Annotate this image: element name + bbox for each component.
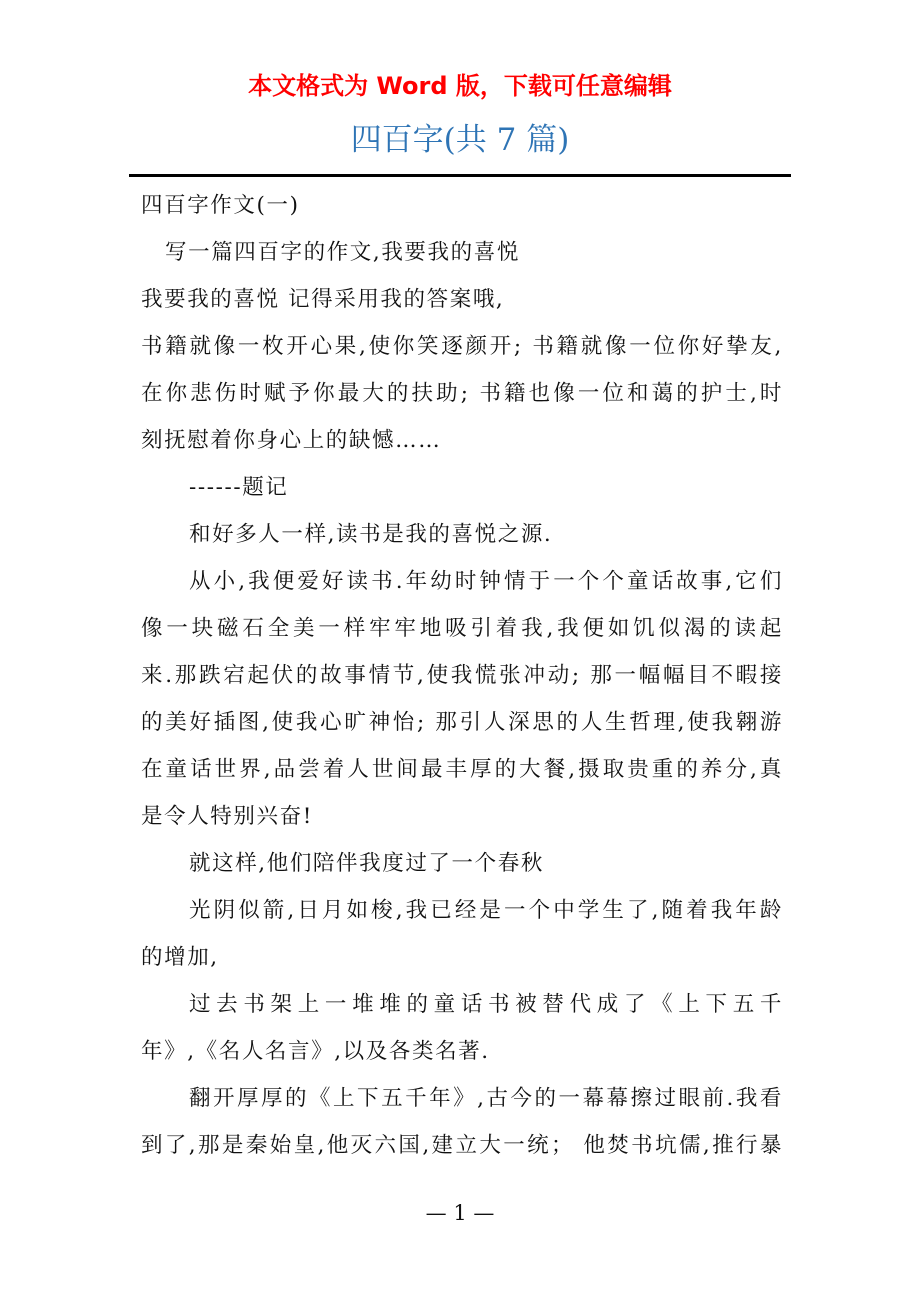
body-text-line: 是令人特别兴奋! xyxy=(141,804,313,829)
body-text-line: 书籍就像一枚开心果,使你笑逐颜开; 书籍就像一位你好挚友, xyxy=(141,334,783,359)
body-text-line: 像一块磁石全美一样牢牢地吸引着我,我便如饥似渴的读起 xyxy=(141,616,783,641)
body-text-line: 就这样,他们陪伴我度过了一个春秋 xyxy=(189,851,544,876)
page-number: — 1 — xyxy=(425,1201,495,1225)
body-text-line: 在童话世界,品尝着人世间最丰厚的大餐,摄取贵重的养分,真 xyxy=(141,757,783,782)
section-heading: 四百字作文(一) xyxy=(141,193,300,218)
editable-format-banner: 本文格式为 Word 版，下载可任意编辑 xyxy=(248,72,672,100)
body-text-line: 写一篇四百字的作文,我要我的喜悦 xyxy=(165,240,520,265)
title-divider xyxy=(129,174,791,177)
body-text-line: 我要我的喜悦 记得采用我的答案哦, xyxy=(141,287,505,312)
body-text-line: 到了,那是秦始皇,他灭六国,建立大一统； 他焚书坑儒,推行暴 xyxy=(141,1133,783,1158)
body-text-line: 来.那跌宕起伏的故事情节,使我慌张冲动; 那一幅幅目不暇接 xyxy=(141,663,783,688)
body-text-line: 光阴似箭,日月如梭,我已经是一个中学生了,随着我年龄 xyxy=(189,898,783,923)
body-text-line: 过去书架上一堆堆的童话书被替代成了《上下五千 xyxy=(189,992,783,1017)
body-text-line: ------题记 xyxy=(189,475,289,500)
body-text-line: 在你悲伤时赋予你最大的扶助; 书籍也像一位和蔼的护士,时 xyxy=(141,381,783,406)
body-text-line: 年》,《名人名言》,以及各类名著. xyxy=(141,1039,490,1064)
body-text-line: 翻开厚厚的《上下五千年》,古今的一幕幕擦过眼前.我看 xyxy=(189,1086,783,1111)
body-text-line: 的增加, xyxy=(141,945,219,970)
body-text-line: 和好多人一样,读书是我的喜悦之源. xyxy=(189,522,553,547)
body-text-line: 从小,我便爱好读书.年幼时钟情于一个个童话故事,它们 xyxy=(189,569,783,594)
body-text-line: 刻抚慰着你身心上的缺憾…… xyxy=(141,428,442,453)
document-title: 四百字(共 7 篇) xyxy=(350,122,570,158)
body-text-line: 的美好插图,使我心旷神怡; 那引人深思的人生哲理,使我翱游 xyxy=(141,710,783,735)
document-body xyxy=(141,182,783,1169)
